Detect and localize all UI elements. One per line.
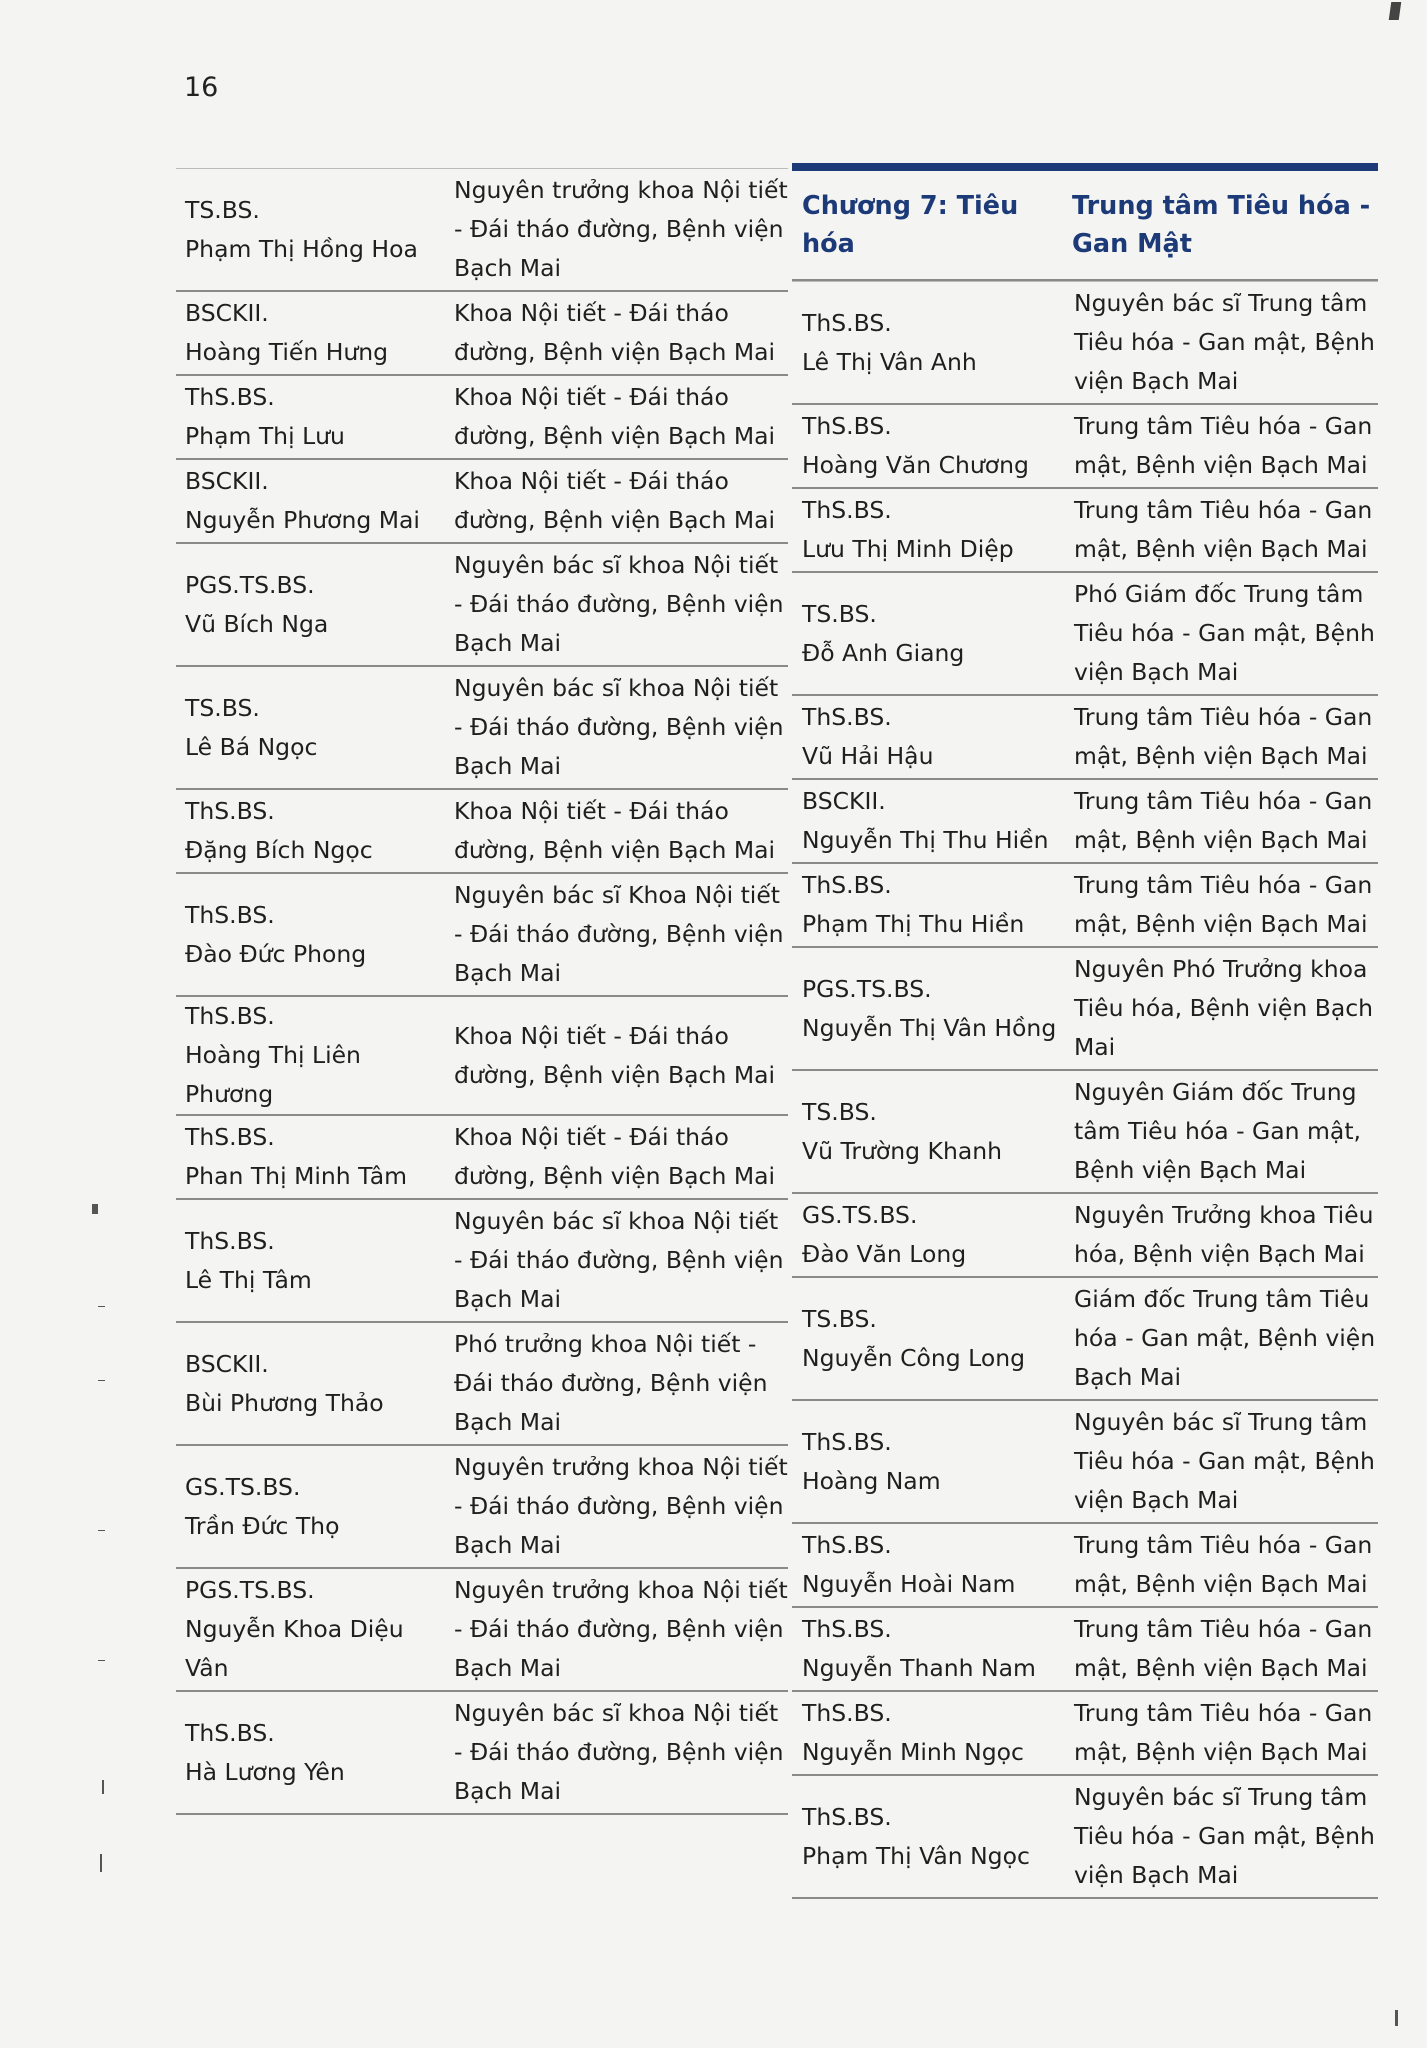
position-cell <box>450 1200 788 1321</box>
academic-title: ThS.BS. <box>185 900 275 929</box>
name-cell <box>176 997 450 1114</box>
position-text: Nguyên trưởng khoa Nội tiết - Đái tháo đường, Bệnh viện Bạch Mai <box>454 176 788 282</box>
name-cell <box>176 460 450 542</box>
position-cell <box>1070 864 1378 946</box>
table-row <box>792 1608 1378 1692</box>
person-name: Nguyễn Hoài Nam <box>802 1570 1016 1598</box>
academic-title: ThS.BS. <box>802 1427 892 1456</box>
name-cell <box>792 780 1070 862</box>
scan-corner-mark <box>1389 2 1402 20</box>
table-row <box>176 376 788 460</box>
position-cell <box>450 1323 788 1444</box>
name-cell <box>792 405 1070 487</box>
academic-title: ThS.BS. <box>802 496 892 524</box>
position-cell <box>450 460 788 542</box>
position-text: Trung tâm Tiêu hóa - Gan mật, Bệnh viện Bạch Mai <box>1074 412 1373 479</box>
position-text: Khoa Nội tiết - Đái tháo đường, Bệnh viện Bạch Mai <box>454 467 776 534</box>
position-cell <box>1070 489 1378 571</box>
name-cell <box>176 1446 450 1567</box>
position-text: Nguyên Phó Trưởng khoa Tiêu hóa, Bệnh viện Bạch Mai <box>1074 955 1374 1061</box>
table-row <box>176 460 788 544</box>
person-name: Vũ Trường Khanh <box>802 1136 1003 1165</box>
position-cell <box>1070 282 1378 403</box>
position-cell <box>450 1692 788 1813</box>
person-name: Phạm Thị Thu Hiền <box>802 910 1025 938</box>
person-name: Hoàng Nam <box>802 1466 941 1495</box>
table-row <box>792 948 1378 1071</box>
right-table-rows <box>792 281 1378 1899</box>
person-name: Vũ Hải Hậu <box>802 742 934 770</box>
position-text: Nguyên bác sĩ Trung tâm Tiêu hóa - Gan mật, Bệnh viện Bạch Mai <box>1074 289 1375 395</box>
position-text: Phó trưởng khoa Nội tiết - Đái tháo đường, Bệnh viện Bạch Mai <box>454 1330 768 1436</box>
margin-mark <box>1395 2010 1398 2026</box>
table-row <box>792 1071 1378 1194</box>
academic-title: ThS.BS. <box>802 308 892 337</box>
person-name: Nguyễn Công Long <box>802 1343 1026 1372</box>
name-cell <box>176 1116 450 1198</box>
table-row <box>176 168 788 292</box>
name-cell <box>176 667 450 788</box>
person-name: Lê Thị Tâm <box>185 1265 312 1294</box>
position-cell <box>1070 948 1378 1069</box>
position-cell <box>450 292 788 374</box>
person-name: Trần Đức Thọ <box>185 1511 340 1540</box>
position-cell <box>1070 1608 1378 1690</box>
academic-title: BSCKII. <box>802 787 886 815</box>
academic-title: ThS.BS. <box>802 412 892 440</box>
margin-mark <box>98 1530 105 1531</box>
academic-title: BSCKII. <box>185 1349 269 1378</box>
name-cell <box>792 489 1070 571</box>
table-row <box>792 1776 1378 1899</box>
person-name: Phạm Thị Vân Ngọc <box>802 1841 1030 1870</box>
academic-title: ThS.BS. <box>802 703 892 731</box>
name-cell <box>792 948 1070 1069</box>
margin-mark <box>98 1306 105 1307</box>
table-row <box>792 405 1378 489</box>
margin-mark <box>98 1380 105 1381</box>
person-name: Lê Bá Ngọc <box>185 732 318 761</box>
person-name: Hoàng Văn Chương <box>802 451 1029 479</box>
name-cell <box>176 1692 450 1813</box>
person-name: Lưu Thị Minh Diệp <box>802 535 1014 563</box>
position-text: Trung tâm Tiêu hóa - Gan mật, Bệnh viện Bạch Mai <box>1074 496 1373 563</box>
name-cell <box>176 376 450 458</box>
position-cell <box>450 544 788 665</box>
person-name: Hà Lương Yên <box>185 1757 345 1786</box>
table-row <box>176 874 788 997</box>
academic-title: ThS.BS. <box>185 1718 275 1747</box>
table-row <box>792 780 1378 864</box>
name-cell <box>792 282 1070 403</box>
position-text: Khoa Nội tiết - Đái tháo đường, Bệnh viện Bạch Mai <box>454 383 776 450</box>
academic-title: TS.BS. <box>802 599 877 628</box>
academic-title: ThS.BS. <box>185 1226 275 1255</box>
person-name: Nguyễn Phương Mai <box>185 506 420 534</box>
chapter-title: Chương 7: Tiêu hóa <box>802 191 1019 259</box>
name-cell <box>792 1608 1070 1690</box>
table-row <box>176 790 788 874</box>
name-cell <box>792 864 1070 946</box>
position-text: Nguyên bác sĩ Trung tâm Tiêu hóa - Gan mật, Bệnh viện Bạch Mai <box>1074 1783 1375 1889</box>
academic-title: ThS.BS. <box>185 383 275 411</box>
academic-title: BSCKII. <box>185 467 269 495</box>
table-row <box>176 1446 788 1569</box>
table-row <box>792 281 1378 405</box>
position-cell <box>1070 696 1378 778</box>
academic-title: ThS.BS. <box>802 1699 892 1727</box>
position-text: Nguyên trưởng khoa Nội tiết - Đái tháo đường, Bệnh viện Bạch Mai <box>454 1576 788 1682</box>
person-name: Phạm Thị Lưu <box>185 422 345 450</box>
academic-title: TS.BS. <box>185 195 260 224</box>
name-cell <box>176 1323 450 1444</box>
table-row <box>176 667 788 790</box>
chapter-header-row <box>792 163 1378 281</box>
position-cell <box>1070 1524 1378 1606</box>
academic-title: ThS.BS. <box>802 1615 892 1643</box>
name-cell <box>792 1401 1070 1522</box>
person-name: Nguyễn Thị Thu Hiền <box>802 826 1049 854</box>
person-name: Hoàng Thị Liên Phương <box>185 1041 361 1108</box>
table-row <box>792 1692 1378 1776</box>
position-cell <box>1070 1692 1378 1774</box>
position-text: Nguyên bác sĩ khoa Nội tiết - Đái tháo đường, Bệnh viện Bạch Mai <box>454 551 784 657</box>
academic-title: PGS.TS.BS. <box>185 570 315 599</box>
table-row <box>176 1569 788 1692</box>
position-text: Trung tâm Tiêu hóa - Gan mật, Bệnh viện Bạch Mai <box>1074 1615 1373 1682</box>
name-cell <box>176 544 450 665</box>
name-cell <box>792 696 1070 778</box>
academic-title: TS.BS. <box>802 1097 877 1126</box>
name-cell <box>176 292 450 374</box>
table-row <box>792 1278 1378 1401</box>
position-text: Nguyên Trưởng khoa Tiêu hóa, Bệnh viện Bạch Mai <box>1074 1201 1374 1268</box>
name-cell <box>792 1194 1070 1276</box>
position-cell <box>1070 1071 1378 1192</box>
margin-mark <box>102 1780 104 1794</box>
position-text: Khoa Nội tiết - Đái tháo đường, Bệnh viện Bạch Mai <box>454 1123 776 1190</box>
position-text: Khoa Nội tiết - Đái tháo đường, Bệnh viện Bạch Mai <box>454 797 776 864</box>
position-cell <box>450 790 788 872</box>
position-text: Nguyên bác sĩ khoa Nội tiết - Đái tháo đường, Bệnh viện Bạch Mai <box>454 1699 784 1805</box>
position-text: Trung tâm Tiêu hóa - Gan mật, Bệnh viện Bạch Mai <box>1074 1531 1373 1598</box>
position-text: Trung tâm Tiêu hóa - Gan mật, Bệnh viện Bạch Mai <box>1074 787 1373 854</box>
academic-title: BSCKII. <box>185 299 269 327</box>
table-row <box>792 1194 1378 1278</box>
margin-mark <box>100 1854 102 1872</box>
academic-title: ThS.BS. <box>802 871 892 899</box>
person-name: Nguyễn Khoa Diệu Vân <box>185 1615 404 1682</box>
academic-title: GS.TS.BS. <box>802 1201 918 1229</box>
academic-title: GS.TS.BS. <box>185 1472 301 1501</box>
table-row <box>176 1323 788 1446</box>
name-cell <box>792 1692 1070 1774</box>
table-row <box>176 544 788 667</box>
name-cell <box>792 1071 1070 1192</box>
table-row <box>792 573 1378 696</box>
page-number: 16 <box>184 72 219 103</box>
position-text: Nguyên trưởng khoa Nội tiết - Đái tháo đường, Bệnh viện Bạch Mai <box>454 1453 788 1559</box>
position-text: Trung tâm Tiêu hóa - Gan mật, Bệnh viện Bạch Mai <box>1074 1699 1373 1766</box>
person-name: Lê Thị Vân Anh <box>802 347 977 376</box>
position-text: Nguyên Giám đốc Trung tâm Tiêu hóa - Gan mật, Bệnh viện Bạch Mai <box>1074 1078 1362 1184</box>
table-row <box>792 1401 1378 1524</box>
position-cell <box>450 1569 788 1690</box>
academic-title: PGS.TS.BS. <box>802 974 932 1003</box>
margin-mark <box>92 1204 98 1214</box>
position-text: Giám đốc Trung tâm Tiêu hóa - Gan mật, Bệnh viện Bạch Mai <box>1074 1285 1376 1391</box>
person-name: Nguyễn Minh Ngọc <box>802 1738 1024 1766</box>
name-cell <box>792 1524 1070 1606</box>
position-text: Trung tâm Tiêu hóa - Gan mật, Bệnh viện Bạch Mai <box>1074 871 1373 938</box>
position-cell <box>450 667 788 788</box>
position-text: Phó Giám đốc Trung tâm Tiêu hóa - Gan mật, Bệnh viện Bạch Mai <box>1074 580 1375 686</box>
academic-title: PGS.TS.BS. <box>185 1576 315 1604</box>
name-cell <box>176 1569 450 1690</box>
person-name: Phan Thị Minh Tâm <box>185 1162 408 1190</box>
name-cell <box>176 169 450 290</box>
position-cell <box>1070 405 1378 487</box>
position-cell <box>450 1446 788 1567</box>
position-cell <box>1070 1776 1378 1897</box>
name-cell <box>792 1278 1070 1399</box>
person-name: Bùi Phương Thảo <box>185 1388 384 1417</box>
position-cell <box>450 376 788 458</box>
person-name: Đào Văn Long <box>802 1240 967 1268</box>
academic-title: ThS.BS. <box>185 797 275 825</box>
position-text: Khoa Nội tiết - Đái tháo đường, Bệnh viện Bạch Mai <box>454 299 776 366</box>
position-text: Khoa Nội tiết - Đái tháo đường, Bệnh viện Bạch Mai <box>454 1021 776 1089</box>
table-row <box>176 997 788 1116</box>
academic-title: TS.BS. <box>185 693 260 722</box>
margin-mark <box>98 1660 105 1661</box>
name-cell <box>176 790 450 872</box>
academic-title: TS.BS. <box>802 1304 877 1333</box>
position-text: Nguyên bác sĩ Trung tâm Tiêu hóa - Gan mật, Bệnh viện Bạch Mai <box>1074 1408 1375 1514</box>
position-cell <box>1070 1401 1378 1522</box>
name-cell <box>176 874 450 995</box>
table-row <box>176 292 788 376</box>
position-cell <box>450 169 788 290</box>
academic-title: ThS.BS. <box>802 1802 892 1831</box>
person-name: Hoàng Tiến Hưng <box>185 338 389 366</box>
table-row <box>792 696 1378 780</box>
position-text: Nguyên bác sĩ khoa Nội tiết - Đái tháo đường, Bệnh viện Bạch Mai <box>454 1207 784 1313</box>
person-name: Nguyễn Thị Vân Hồng <box>802 1013 1057 1042</box>
table-row <box>176 1116 788 1200</box>
person-name: Phạm Thị Hồng Hoa <box>185 234 418 263</box>
position-cell <box>1070 1194 1378 1276</box>
person-name: Nguyễn Thanh Nam <box>802 1654 1036 1682</box>
person-name: Đào Đức Phong <box>185 939 367 968</box>
person-name: Vũ Bích Nga <box>185 609 329 638</box>
position-cell <box>450 874 788 995</box>
position-cell <box>1070 780 1378 862</box>
left-staff-table <box>176 168 788 1815</box>
position-text: Nguyên bác sĩ khoa Nội tiết - Đái tháo đường, Bệnh viện Bạch Mai <box>454 674 784 780</box>
table-row <box>792 1524 1378 1608</box>
academic-title: ThS.BS. <box>185 1002 275 1030</box>
table-row <box>176 1200 788 1323</box>
name-cell <box>792 1776 1070 1897</box>
table-row <box>792 864 1378 948</box>
position-text: Nguyên bác sĩ Khoa Nội tiết - Đái tháo đường, Bệnh viện Bạch Mai <box>454 881 784 987</box>
position-text: Trung tâm Tiêu hóa - Gan mật, Bệnh viện Bạch Mai <box>1074 703 1373 770</box>
table-row <box>792 489 1378 573</box>
position-cell <box>450 1116 788 1198</box>
center-title: Trung tâm Tiêu hóa - Gan Mật <box>1072 191 1371 259</box>
person-name: Đỗ Anh Giang <box>802 638 965 667</box>
academic-title: ThS.BS. <box>802 1531 892 1559</box>
academic-title: ThS.BS. <box>185 1123 275 1151</box>
person-name: Đặng Bích Ngọc <box>185 836 373 864</box>
name-cell <box>792 573 1070 694</box>
right-staff-table <box>792 163 1378 1899</box>
name-cell <box>176 1200 450 1321</box>
position-cell <box>450 997 788 1114</box>
position-cell <box>1070 1278 1378 1399</box>
table-row <box>176 1692 788 1815</box>
position-cell <box>1070 573 1378 694</box>
